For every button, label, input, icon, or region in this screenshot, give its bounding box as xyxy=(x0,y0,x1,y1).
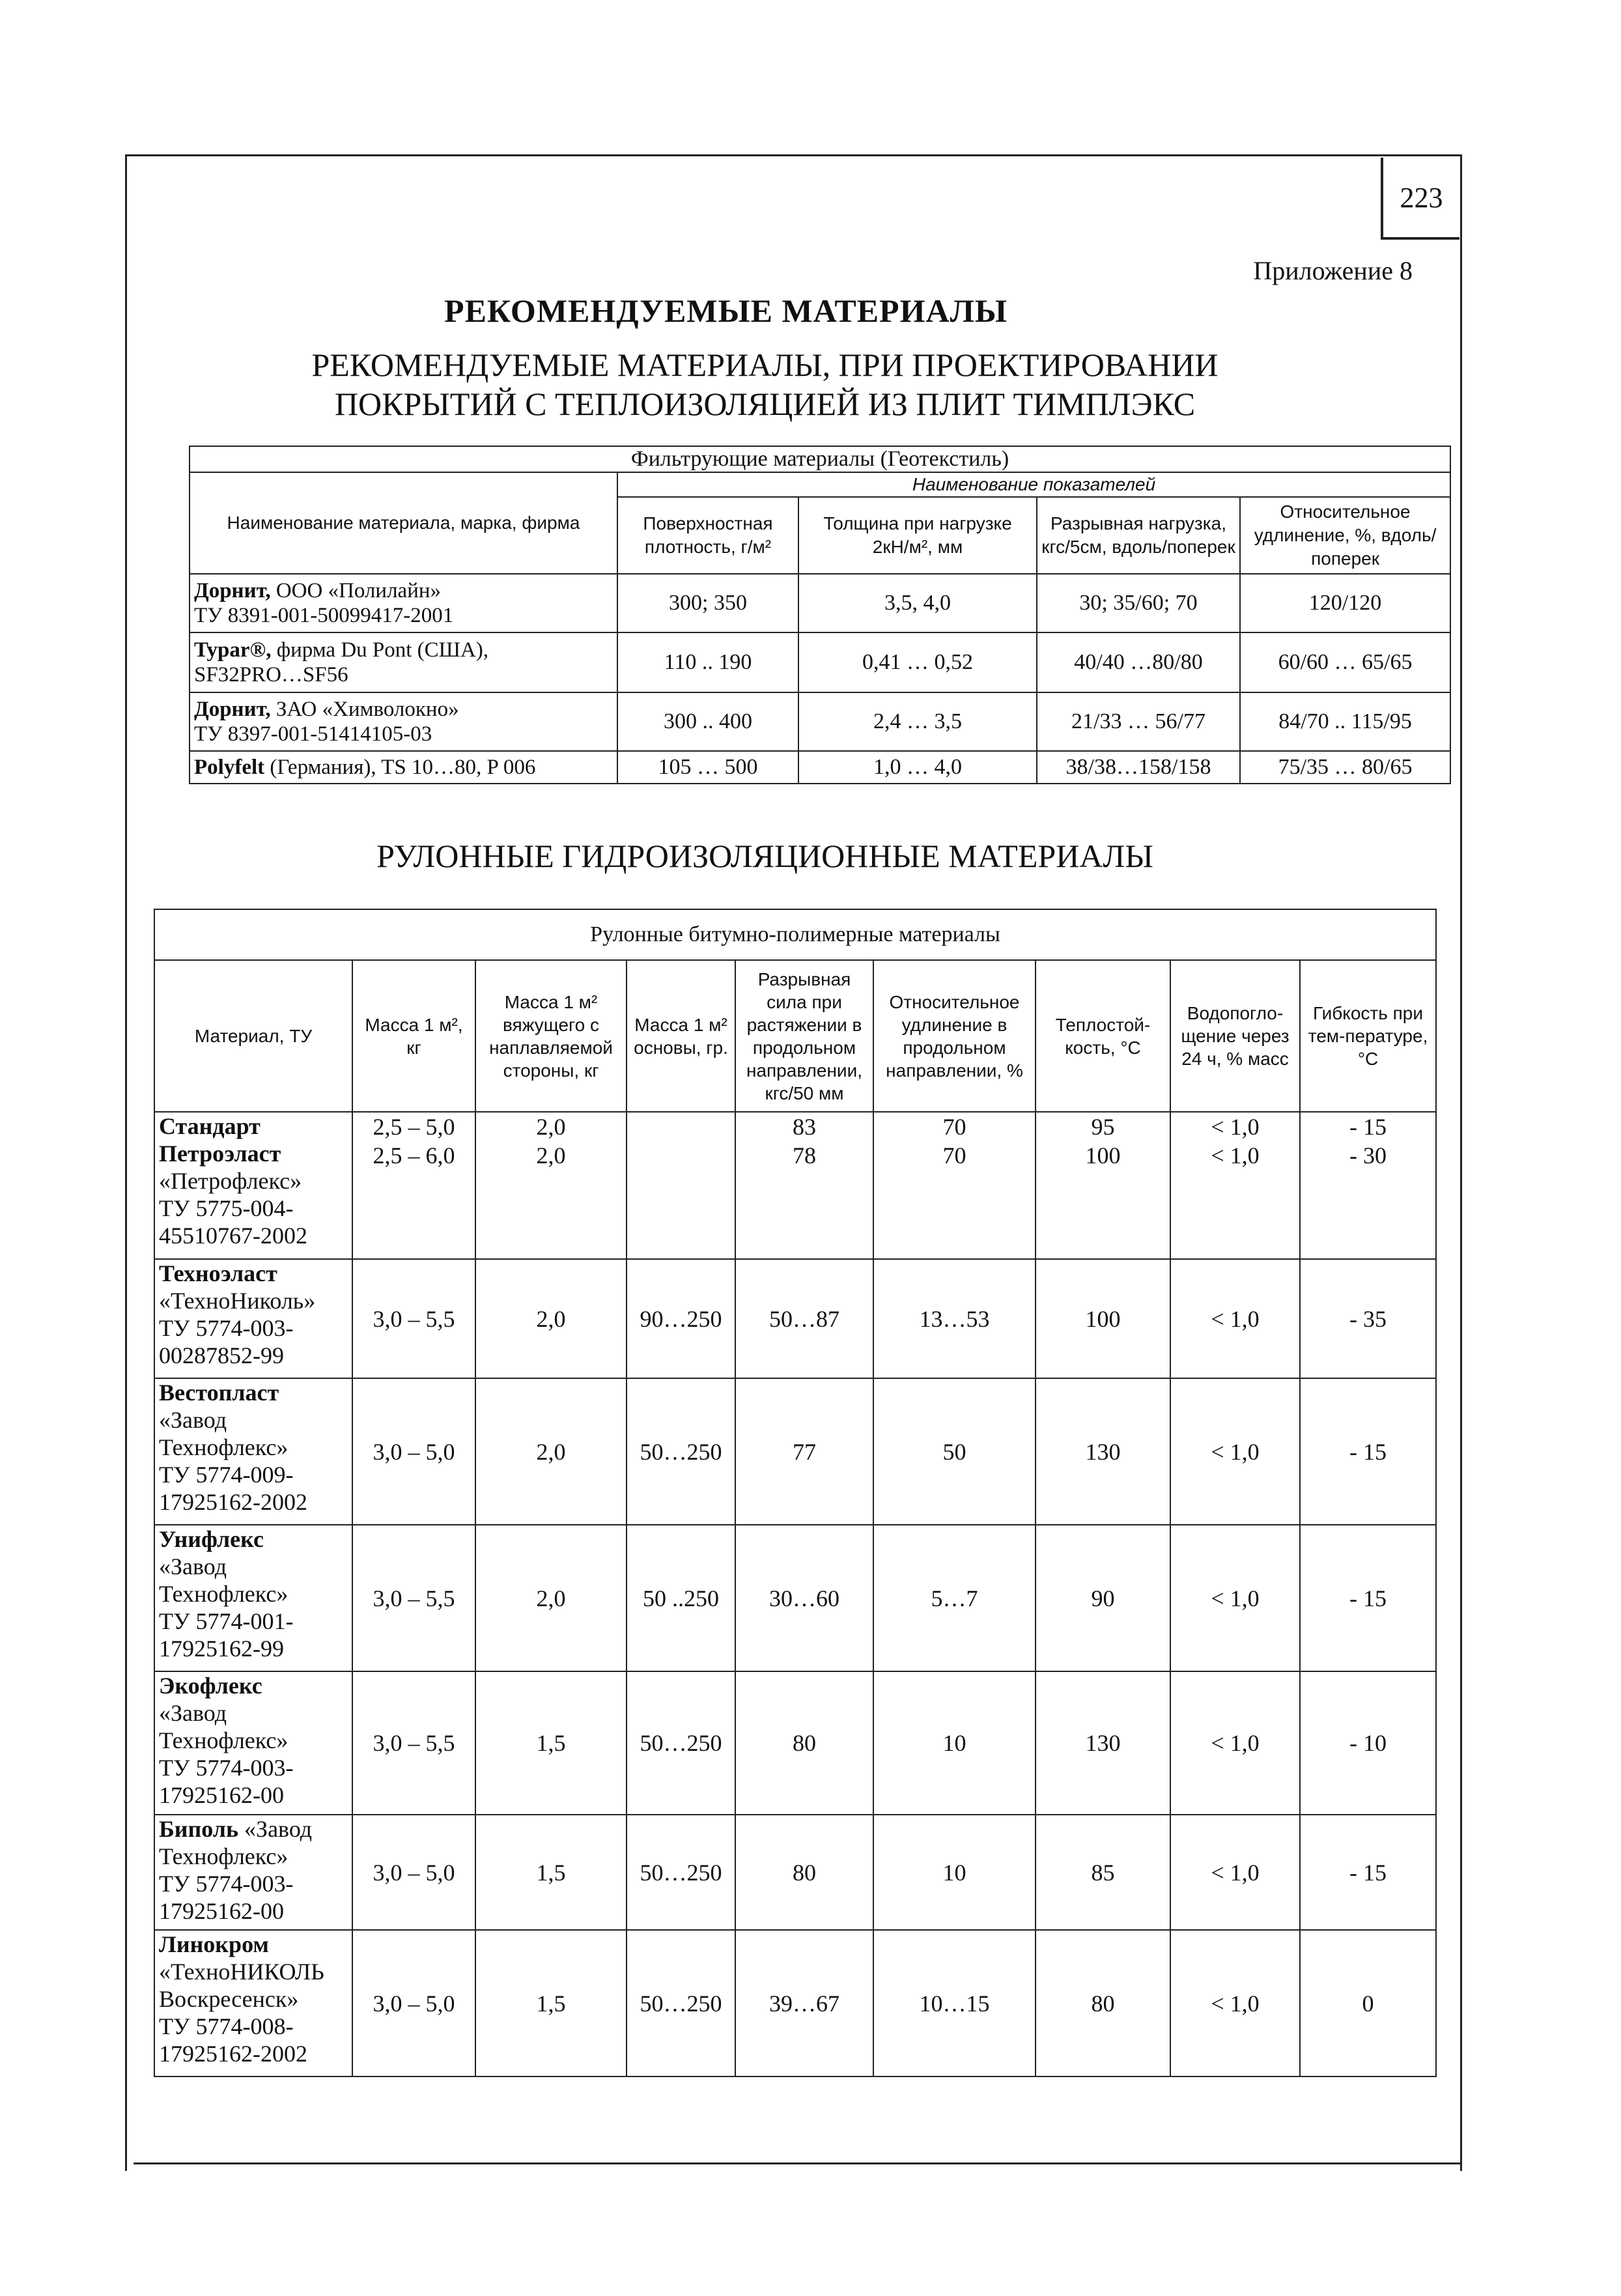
thickness-cell: 0,41 … 0,52 xyxy=(798,632,1037,692)
geotextile-name-header: Наименование материала, марка, фирма xyxy=(190,472,617,574)
heat-cell: 100 xyxy=(1036,1259,1170,1378)
water-cell: < 1,0 xyxy=(1170,1671,1300,1815)
water-cell: < 1,0 xyxy=(1170,1525,1300,1671)
water-cell: < 1,0 xyxy=(1170,1815,1300,1930)
density-cell: 105 … 500 xyxy=(617,751,798,784)
binder-cell: 2,0 xyxy=(475,1259,627,1378)
binder-cell: 2,0 2,0 xyxy=(475,1112,627,1259)
material-cell: Polyfelt (Германия), TS 10…80, P 006 xyxy=(190,751,617,784)
tensile-cell: 39…67 xyxy=(735,1930,873,2076)
table-row xyxy=(154,1671,1436,1815)
mass-cell: 3,0 – 5,0 xyxy=(352,1815,475,1930)
subtitle-line-2: ПОКРЫТИЙ С ТЕПЛОИЗОЛЯЦИЕЙ ИЗ ПЛИТ ТИМПЛЭКС xyxy=(334,386,1196,422)
col-base-header: Масса 1 м² основы, гр. xyxy=(627,960,735,1112)
table-row xyxy=(154,1259,1436,1378)
base-cell: 50…250 xyxy=(627,1378,735,1525)
roll-caption: Рулонные битумно-полимерные материалы xyxy=(154,909,1436,960)
binder-cell: 1,5 xyxy=(475,1930,627,2076)
table-row xyxy=(154,1930,1436,2076)
geotextile-indicators-header: Наименование показателей xyxy=(617,472,1450,497)
material-cell: Typar®, фирма Du Pont (США), SF32PRO…SF56 xyxy=(190,632,617,692)
flex-cell: - 15 xyxy=(1300,1525,1436,1671)
table-row xyxy=(190,574,1450,632)
elongation-cell: 10…15 xyxy=(873,1930,1036,2076)
page-subtitle xyxy=(0,345,1621,423)
thickness-cell: 1,0 … 4,0 xyxy=(798,751,1037,784)
heat-cell: 130 xyxy=(1036,1378,1170,1525)
table-row xyxy=(154,1525,1436,1671)
elongation-cell: 50 xyxy=(873,1378,1036,1525)
flex-cell: - 15 xyxy=(1300,1815,1436,1930)
mass-cell: 2,5 – 5,0 2,5 – 6,0 xyxy=(352,1112,475,1259)
tensile-cell: 50…87 xyxy=(735,1259,873,1378)
col-thickness-header: Толщина при нагрузке 2кН/м², мм xyxy=(798,497,1037,574)
tensile-cell: 83 78 xyxy=(735,1112,873,1259)
thickness-cell: 2,4 … 3,5 xyxy=(798,692,1037,751)
binder-cell: 1,5 xyxy=(475,1671,627,1815)
page-title: РЕКОМЕНДУЕМЫЕ МАТЕРИАЛЫ xyxy=(444,292,1008,329)
elongation-cell: 5…7 xyxy=(873,1525,1036,1671)
elongation-cell: 84/70 .. 115/95 xyxy=(1240,692,1450,751)
mass-cell: 3,0 – 5,5 xyxy=(352,1525,475,1671)
page-number: 223 xyxy=(1381,158,1459,240)
elongation-cell: 13…53 xyxy=(873,1259,1036,1378)
col-water-header: Водопогло-щение через 24 ч, % масс xyxy=(1170,960,1300,1112)
geotextile-caption: Фильтрующие материалы (Геотекстиль) xyxy=(190,446,1450,472)
table-row xyxy=(190,751,1450,784)
material-cell: Техноэласт «ТехноНиколь» ТУ 5774-003- 00287852-99 xyxy=(154,1259,352,1378)
elongation-cell: 70 70 xyxy=(873,1112,1036,1259)
base-cell: 50 ..250 xyxy=(627,1525,735,1671)
roll-materials-table xyxy=(154,909,1437,2077)
heat-cell: 130 xyxy=(1036,1671,1170,1815)
binder-cell: 2,0 xyxy=(475,1525,627,1671)
bottom-rule xyxy=(134,2162,1460,2164)
tensile-cell: 80 xyxy=(735,1815,873,1930)
flex-cell: - 15 xyxy=(1300,1378,1436,1525)
tensile-cell: 80 xyxy=(735,1671,873,1815)
material-cell: Дорнит, ООО «Полилайн» ТУ 8391-001-50099417-2001 xyxy=(190,574,617,632)
density-cell: 110 .. 190 xyxy=(617,632,798,692)
material-cell: Стандарт Петроэласт «Петрофлекс» ТУ 5775-004- 45510767-2002 xyxy=(154,1112,352,1259)
thickness-cell: 3,5, 4,0 xyxy=(798,574,1037,632)
heat-cell: 90 xyxy=(1036,1525,1170,1671)
flex-cell: - 10 xyxy=(1300,1671,1436,1815)
base-cell xyxy=(627,1112,735,1259)
material-cell: Вестопласт «Завод Технофлекс» ТУ 5774-009- 17925162-2002 xyxy=(154,1378,352,1525)
base-cell: 50…250 xyxy=(627,1815,735,1930)
subtitle-line-1: РЕКОМЕНДУЕМЫЕ МАТЕРИАЛЫ, ПРИ ПРОЕКТИРОВАНИИ xyxy=(311,347,1219,383)
tensile-cell: 30…60 xyxy=(735,1525,873,1671)
col-material-header: Материал, ТУ xyxy=(154,960,352,1112)
tensile-cell: 30; 35/60; 70 xyxy=(1037,574,1240,632)
material-cell: Экофлекс «Завод Технофлекс» ТУ 5774-003- 17925162-00 xyxy=(154,1671,352,1815)
col-density-header: Поверхностная плотность, г/м² xyxy=(617,497,798,574)
elongation-cell: 75/35 … 80/65 xyxy=(1240,751,1450,784)
heat-cell: 85 xyxy=(1036,1815,1170,1930)
tensile-cell: 40/40 …80/80 xyxy=(1037,632,1240,692)
elongation-cell: 120/120 xyxy=(1240,574,1450,632)
geotextile-table xyxy=(189,446,1451,784)
base-cell: 50…250 xyxy=(627,1671,735,1815)
appendix-label: Приложение 8 xyxy=(1253,256,1413,285)
heat-cell: 80 xyxy=(1036,1930,1170,2076)
mass-cell: 3,0 – 5,5 xyxy=(352,1259,475,1378)
tensile-cell: 77 xyxy=(735,1378,873,1525)
col-tensile-header: Разрывная нагрузка, кгс/5см, вдоль/поперек xyxy=(1037,497,1240,574)
col-flex-header: Гибкость при тем-пературе, °С xyxy=(1300,960,1436,1112)
material-cell: Линокром «ТехноНИКОЛЬ Воскресенск» ТУ 5774-008- 17925162-2002 xyxy=(154,1930,352,2076)
flex-cell: - 15 - 30 xyxy=(1300,1112,1436,1259)
table-row xyxy=(190,692,1450,751)
base-cell: 90…250 xyxy=(627,1259,735,1378)
water-cell: < 1,0 xyxy=(1170,1259,1300,1378)
col-mass-header: Масса 1 м², кг xyxy=(352,960,475,1112)
binder-cell: 1,5 xyxy=(475,1815,627,1930)
material-cell: Дорнит, ЗАО «Химволокно» ТУ 8397-001-51414105-03 xyxy=(190,692,617,751)
table-row xyxy=(154,1378,1436,1525)
col-heat-header: Теплостой-кость, °С xyxy=(1036,960,1170,1112)
table-row xyxy=(154,1815,1436,1930)
flex-cell: - 35 xyxy=(1300,1259,1436,1378)
density-cell: 300 .. 400 xyxy=(617,692,798,751)
binder-cell: 2,0 xyxy=(475,1378,627,1525)
base-cell: 50…250 xyxy=(627,1930,735,2076)
mass-cell: 3,0 – 5,0 xyxy=(352,1930,475,2076)
col-tensile-header: Разрывная сила при растяжении в продольном направлении, кгс/50 мм xyxy=(735,960,873,1112)
material-cell: Унифлекс «Завод Технофлекс» ТУ 5774-001- 17925162-99 xyxy=(154,1525,352,1671)
elongation-cell: 60/60 … 65/65 xyxy=(1240,632,1450,692)
mass-cell: 3,0 – 5,0 xyxy=(352,1378,475,1525)
material-cell: Биполь «Завод Технофлекс» ТУ 5774-003- 17925162-00 xyxy=(154,1815,352,1930)
table-row xyxy=(190,632,1450,692)
col-elongation-header: Относительное удлинение, %, вдоль/поперек xyxy=(1240,497,1450,574)
col-elongation-header: Относительное удлинение в продольном направлении, % xyxy=(873,960,1036,1112)
col-binder-header: Масса 1 м² вяжущего с наплавляемой стороны, кг xyxy=(475,960,627,1112)
tensile-cell: 38/38…158/158 xyxy=(1037,751,1240,784)
heat-cell: 95 100 xyxy=(1036,1112,1170,1259)
water-cell: < 1,0 xyxy=(1170,1378,1300,1525)
elongation-cell: 10 xyxy=(873,1815,1036,1930)
roll-section-title: РУЛОННЫЕ ГИДРОИЗОЛЯЦИОННЫЕ МАТЕРИАЛЫ xyxy=(376,838,1153,874)
water-cell: < 1,0 < 1,0 xyxy=(1170,1112,1300,1259)
elongation-cell: 10 xyxy=(873,1671,1036,1815)
tensile-cell: 21/33 … 56/77 xyxy=(1037,692,1240,751)
flex-cell: 0 xyxy=(1300,1930,1436,2076)
table-row xyxy=(154,1112,1436,1259)
mass-cell: 3,0 – 5,5 xyxy=(352,1671,475,1815)
water-cell: < 1,0 xyxy=(1170,1930,1300,2076)
density-cell: 300; 350 xyxy=(617,574,798,632)
